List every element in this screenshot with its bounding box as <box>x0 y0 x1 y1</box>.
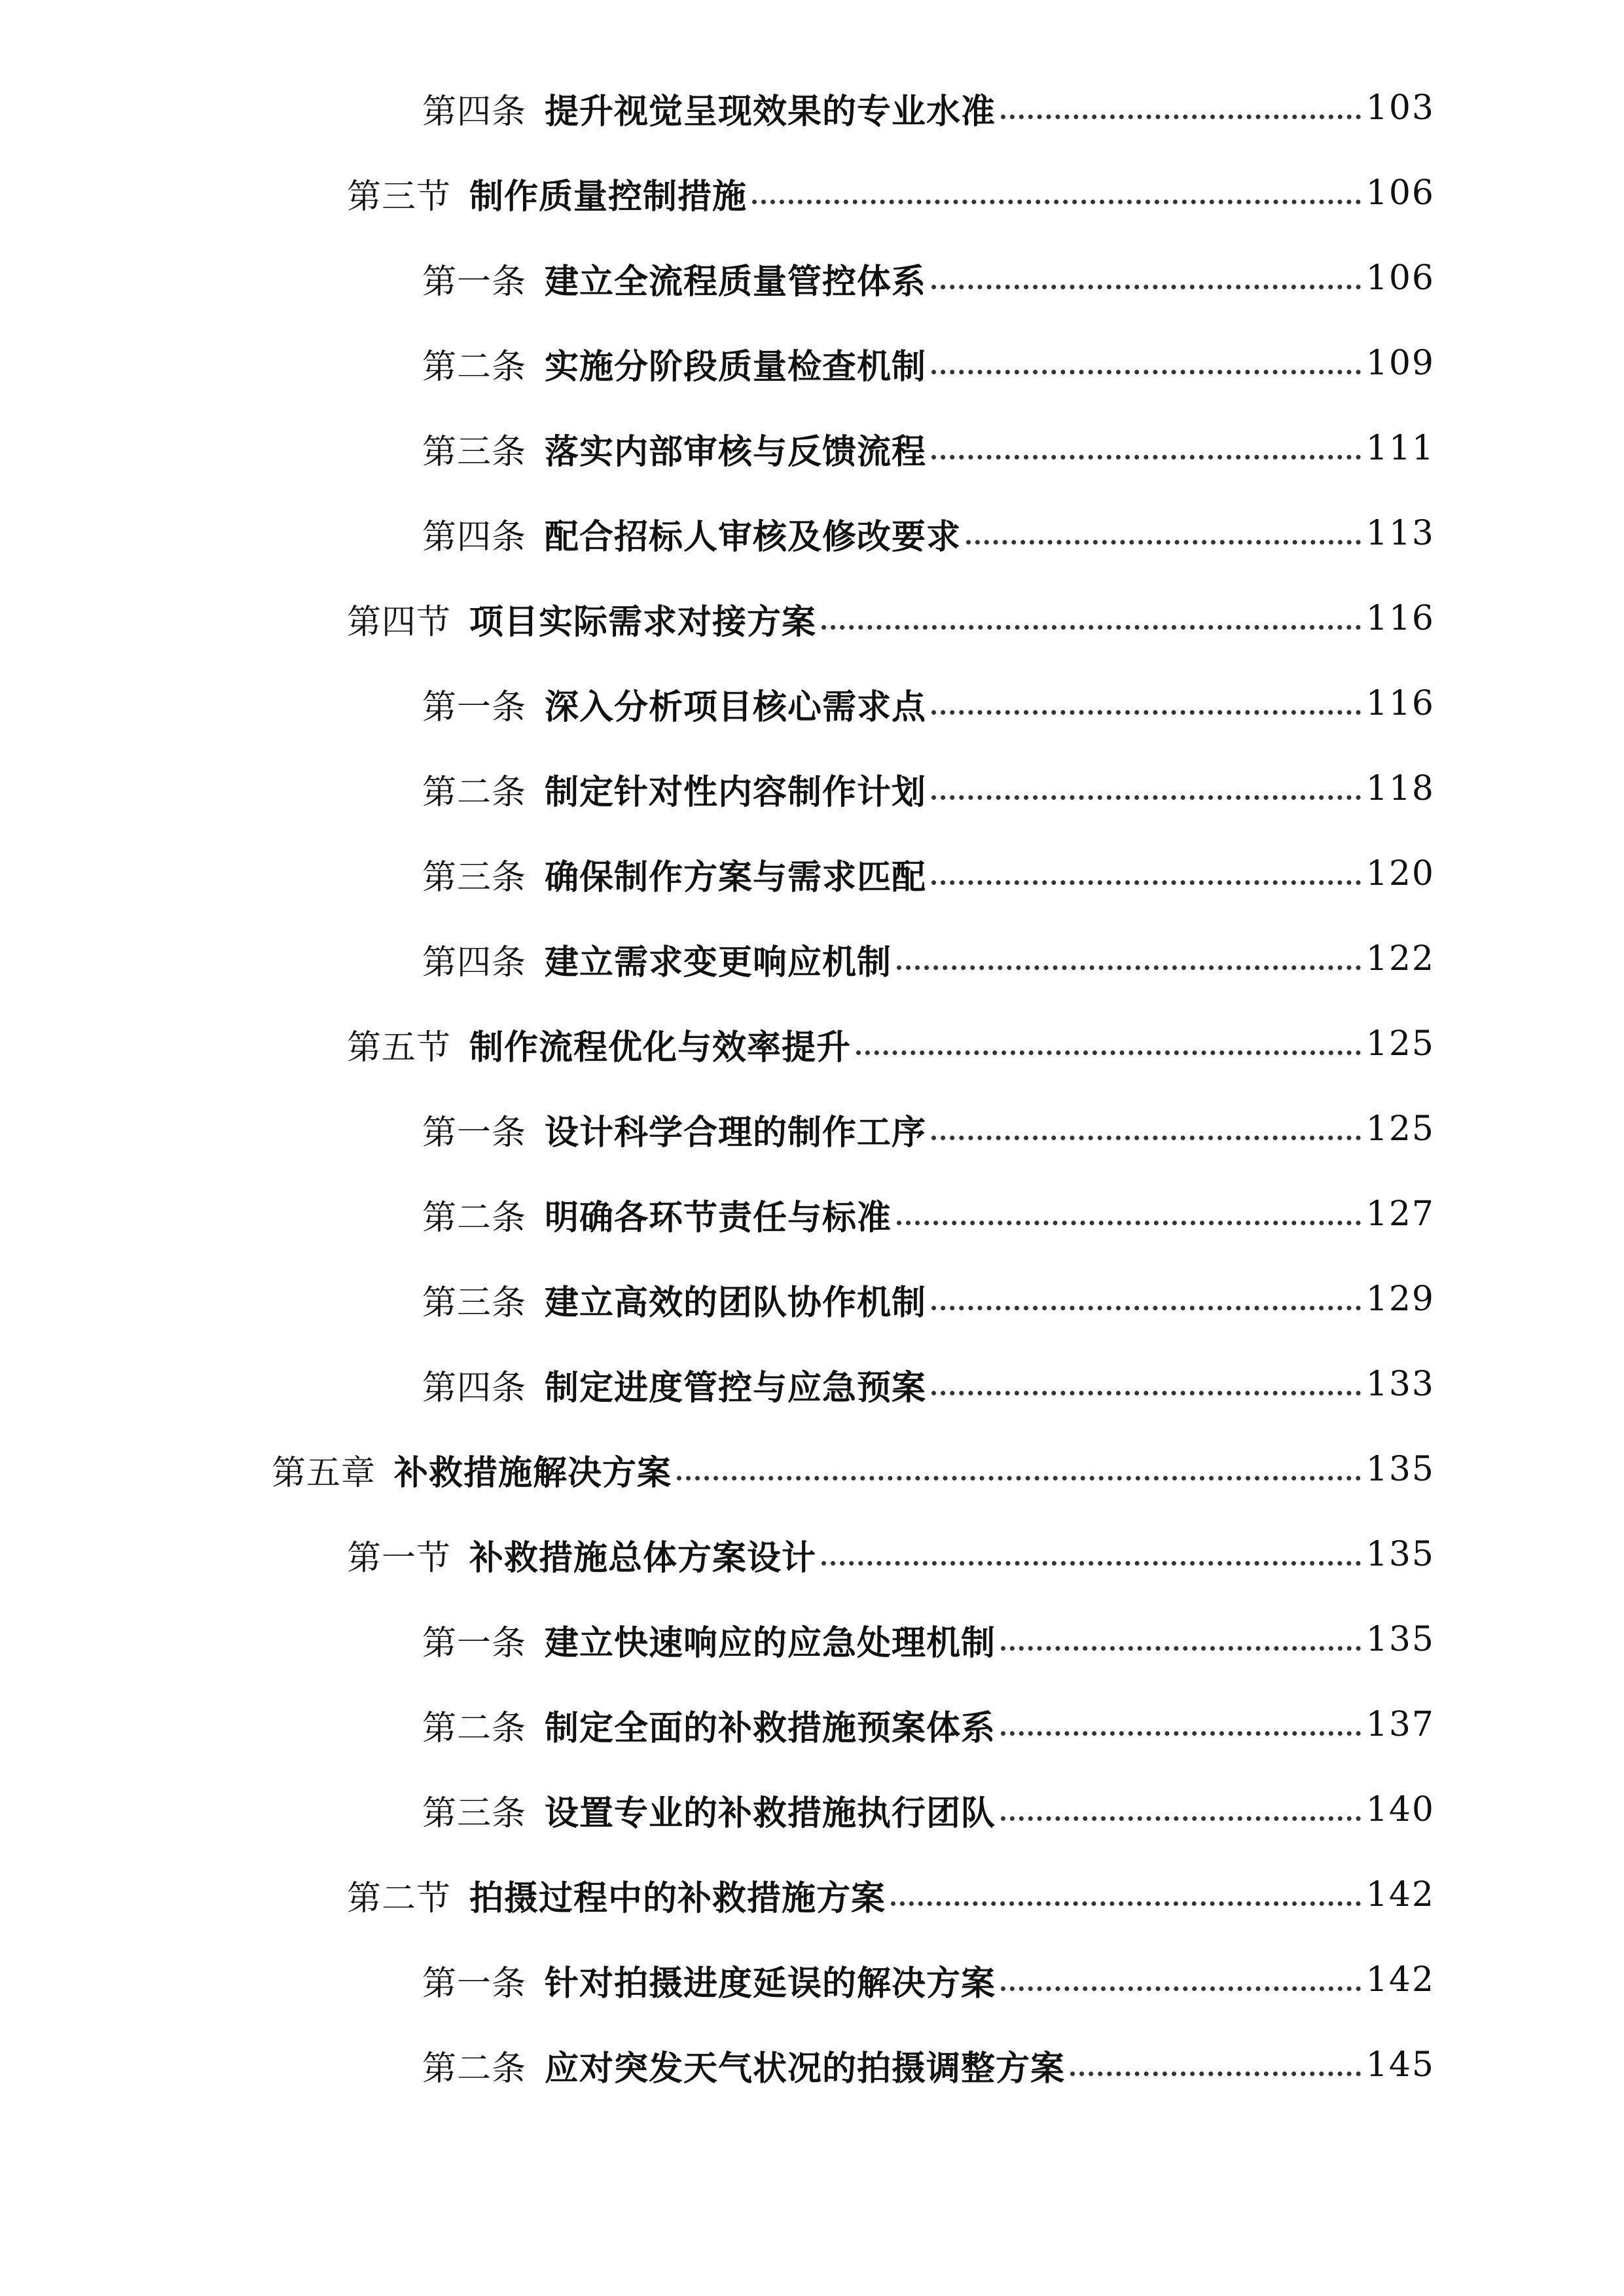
toc-entry-page: 133 <box>1365 1365 1435 1404</box>
toc-entry-label <box>422 1360 926 1409</box>
toc-entry-label <box>422 84 996 133</box>
dot-leader <box>1001 1731 1361 1736</box>
toc-entry[interactable] <box>0 236 1624 321</box>
toc-entry[interactable] <box>0 1937 1624 2022</box>
toc-entry-page: 116 <box>1365 684 1435 723</box>
dot-leader <box>752 200 1361 204</box>
toc-entry-number: 第四条 <box>422 92 527 132</box>
toc-entry-title: 建立全流程质量管控体系 <box>545 261 927 302</box>
toc-entry-label <box>422 764 926 814</box>
toc-entry-label <box>422 850 926 899</box>
toc-entry-number: 第五章 <box>272 1453 376 1493</box>
toc-entry[interactable] <box>0 1257 1624 1342</box>
dot-leader <box>891 1901 1361 1906</box>
toc-entry-page: 122 <box>1365 939 1435 978</box>
toc-entry-label <box>347 1020 851 1069</box>
dot-leader <box>931 710 1361 715</box>
toc-entry-title: 明确各环节责任与标准 <box>545 1197 892 1238</box>
toc-entry-number: 第三节 <box>347 177 452 217</box>
toc-entry[interactable] <box>0 406 1624 491</box>
toc-entry-page: 120 <box>1365 854 1435 893</box>
toc-entry-page: 135 <box>1365 1450 1435 1489</box>
toc-entry-title: 深入分析项目核心需求点 <box>545 687 927 727</box>
toc-entry-title: 项目实际需求对接方案 <box>469 601 817 642</box>
toc-entry[interactable] <box>0 1172 1624 1257</box>
toc-entry-number: 第三条 <box>422 857 527 897</box>
toc-entry[interactable] <box>0 661 1624 746</box>
dot-leader <box>1001 115 1361 119</box>
toc-entry-page: 109 <box>1365 344 1435 383</box>
dot-leader <box>821 1561 1361 1566</box>
toc-entry-title: 制作质量控制措施 <box>469 176 748 217</box>
dot-leader <box>897 965 1361 970</box>
toc-entry[interactable] <box>0 1597 1624 1682</box>
table-of-contents <box>0 65 1624 2108</box>
toc-entry-title: 设计科学合理的制作工序 <box>545 1112 927 1153</box>
toc-entry[interactable] <box>0 65 1624 151</box>
toc-entry-page: 127 <box>1365 1194 1435 1234</box>
toc-entry-label <box>347 594 816 643</box>
dot-leader <box>966 540 1361 545</box>
toc-entry-label <box>422 935 892 984</box>
toc-entry-number: 第三条 <box>422 1793 527 1833</box>
dot-leader <box>931 285 1361 289</box>
toc-entry-label <box>422 1785 996 1835</box>
toc-entry-number: 第四条 <box>422 517 527 557</box>
toc-entry-page: 125 <box>1365 1024 1435 1064</box>
toc-entry-label <box>347 169 747 218</box>
toc-entry-page: 129 <box>1365 1280 1435 1319</box>
dot-leader <box>821 625 1361 630</box>
toc-entry-page: 111 <box>1365 429 1435 468</box>
toc-entry-title: 落实内部审核与反馈流程 <box>545 431 927 472</box>
toc-entry-label <box>272 1445 672 1494</box>
toc-entry[interactable] <box>0 746 1624 831</box>
toc-entry-number: 第四条 <box>422 1368 527 1408</box>
toc-entry-page: 135 <box>1365 1620 1435 1659</box>
toc-entry-number: 第一条 <box>422 1964 527 2003</box>
dot-leader <box>1070 2072 1361 2076</box>
dot-leader <box>931 370 1361 374</box>
toc-entry-label <box>422 1275 926 1324</box>
toc-entry-title: 配合招标人审核及修改要求 <box>545 516 962 557</box>
toc-entry-title: 制定针对性内容制作计划 <box>545 772 927 812</box>
toc-entry-page: 125 <box>1365 1109 1435 1149</box>
toc-entry-number: 第二条 <box>422 2049 527 2089</box>
toc-entry-page: 103 <box>1365 88 1435 128</box>
dot-leader <box>931 880 1361 885</box>
toc-entry-label <box>422 254 926 303</box>
toc-entry[interactable] <box>0 1001 1624 1086</box>
toc-entry-number: 第四条 <box>422 942 527 982</box>
toc-entry-title: 补救措施总体方案设计 <box>469 1537 817 1578</box>
toc-entry-number: 第四节 <box>347 602 452 642</box>
dot-leader <box>897 1221 1361 1225</box>
toc-entry[interactable] <box>0 1427 1624 1512</box>
toc-entry-number: 第三条 <box>422 432 527 472</box>
toc-entry-label <box>422 679 926 728</box>
toc-entry-title: 补救措施解决方案 <box>394 1452 672 1493</box>
toc-entry-title: 建立需求变更响应机制 <box>545 942 892 982</box>
toc-entry-label <box>347 1871 886 1920</box>
toc-entry-label <box>422 509 961 558</box>
toc-entry-title: 确保制作方案与需求匹配 <box>545 857 927 897</box>
toc-entry[interactable] <box>0 831 1624 916</box>
toc-entry-label <box>422 339 926 388</box>
toc-entry-title: 制作流程优化与效率提升 <box>469 1027 852 1067</box>
toc-entry-title: 设置专业的补救措施执行团队 <box>545 1793 996 1833</box>
toc-entry-page: 135 <box>1365 1535 1435 1574</box>
toc-entry-page: 106 <box>1365 259 1435 298</box>
toc-entry[interactable] <box>0 1852 1624 1937</box>
dot-leader <box>1001 1816 1361 1821</box>
toc-entry-page: 142 <box>1365 1875 1435 1914</box>
toc-entry-number: 第二条 <box>422 347 527 387</box>
toc-entry-label <box>422 1190 892 1239</box>
toc-entry[interactable] <box>0 1682 1624 1767</box>
toc-entry-number: 第一条 <box>422 687 527 727</box>
toc-entry[interactable] <box>0 576 1624 661</box>
toc-entry-title: 应对突发天气状况的拍摄调整方案 <box>545 2048 1066 2089</box>
dot-leader <box>931 1391 1361 1395</box>
toc-entry-number: 第一条 <box>422 1623 527 1663</box>
toc-entry-title: 制定全面的补救措施预案体系 <box>545 1708 996 1748</box>
toc-entry-page: 137 <box>1365 1705 1435 1744</box>
toc-entry[interactable] <box>0 491 1624 576</box>
toc-entry[interactable] <box>0 1086 1624 1172</box>
dot-leader <box>1001 1986 1361 1991</box>
dot-leader <box>931 1136 1361 1140</box>
toc-entry-title: 针对拍摄进度延误的解决方案 <box>545 1963 996 2003</box>
toc-entry-page: 140 <box>1365 1790 1435 1829</box>
toc-entry-label <box>422 424 926 473</box>
toc-entry-label <box>422 1700 996 1749</box>
toc-entry-title: 建立高效的团队协作机制 <box>545 1282 927 1323</box>
toc-entry-page: 142 <box>1365 1960 1435 2000</box>
dot-leader <box>931 455 1361 459</box>
toc-entry[interactable] <box>0 1767 1624 1852</box>
toc-entry-label <box>422 1956 996 2005</box>
toc-entry-page: 145 <box>1365 2045 1435 2085</box>
toc-entry[interactable] <box>0 1342 1624 1427</box>
toc-entry[interactable] <box>0 1512 1624 1597</box>
toc-entry-title: 实施分阶段质量检查机制 <box>545 346 927 387</box>
toc-entry-label <box>422 1615 996 1664</box>
toc-entry[interactable] <box>0 2022 1624 2108</box>
toc-entry-title: 制定进度管控与应急预案 <box>545 1367 927 1408</box>
toc-entry-number: 第二条 <box>422 1708 527 1748</box>
toc-entry-label <box>347 1530 816 1579</box>
dot-leader <box>931 795 1361 800</box>
toc-entry-page: 118 <box>1365 769 1435 808</box>
toc-entry-number: 第一条 <box>422 1113 527 1153</box>
toc-entry[interactable] <box>0 321 1624 406</box>
toc-entry-title: 拍摄过程中的补救措施方案 <box>469 1878 886 1918</box>
toc-entry-label <box>422 1105 926 1154</box>
toc-entry-title: 提升视觉呈现效果的专业水准 <box>545 91 996 132</box>
toc-entry-page: 116 <box>1365 599 1435 638</box>
toc-entry-number: 第一节 <box>347 1538 452 1578</box>
dot-leader <box>677 1476 1361 1480</box>
dot-leader <box>1001 1646 1361 1651</box>
toc-entry-number: 第二节 <box>347 1878 452 1918</box>
toc-entry-page: 106 <box>1365 173 1435 213</box>
toc-entry-title: 建立快速响应的应急处理机制 <box>545 1623 996 1663</box>
toc-entry-number: 第一条 <box>422 262 527 302</box>
toc-entry-number: 第二条 <box>422 772 527 812</box>
toc-entry[interactable] <box>0 916 1624 1001</box>
dot-leader <box>856 1050 1361 1055</box>
dot-leader <box>931 1306 1361 1310</box>
toc-entry-page: 113 <box>1365 514 1435 553</box>
toc-entry-label <box>422 2041 1065 2090</box>
toc-entry[interactable] <box>0 151 1624 236</box>
toc-entry-number: 第二条 <box>422 1198 527 1238</box>
toc-entry-number: 第五节 <box>347 1028 452 1067</box>
toc-entry-number: 第三条 <box>422 1283 527 1323</box>
